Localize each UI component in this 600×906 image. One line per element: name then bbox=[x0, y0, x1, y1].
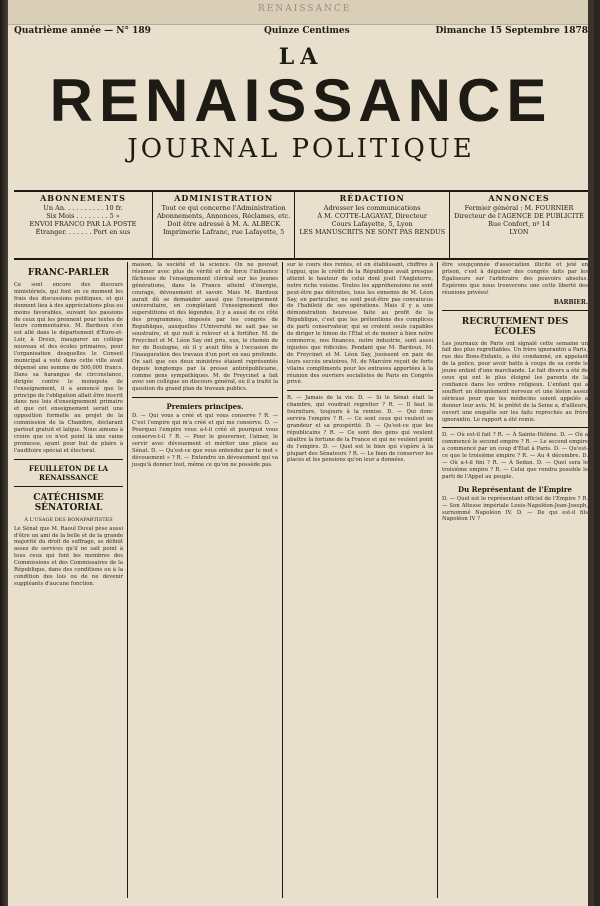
recrutement-body: Les journaux de Paris ont signalé cette semaine un fait des plus regrettables. Un frère ignorantin a Paris, rue des Bons-Enfants, a été condamné, en appelant de la police, pour avoir battu à coups de sa corde le jeune enfant d'une marchande. Le fait divers a été de ceux qui ont le plus éloigné les parents de la confiance dans les ordres religieux. L'enfant qui a souffert un ébranlement nerveux et une lésion assez sérieuse pour que les médecins soient appelés à donner leur avis. M. le préfet de la Seine a, d'ailleurs, ouvert une enquête sur les faits reprochés au frère ignorantin. Le rapport a été remis. bbox=[442, 340, 589, 423]
info-line: Fermier général : M. FOURNIER bbox=[464, 204, 574, 212]
info-line: Un An. . . . . . . . . . 10 fr. bbox=[43, 204, 123, 212]
column-divider bbox=[442, 427, 588, 428]
info-title: ANNONCES bbox=[488, 193, 550, 203]
representant-title: Du Représentant de l'Empire bbox=[458, 484, 572, 494]
info-title: RÉDACTION bbox=[339, 193, 405, 203]
column-3 bbox=[283, 262, 438, 898]
info-abonnements bbox=[14, 192, 153, 258]
newspaper-page bbox=[8, 0, 594, 906]
masthead-name: RENAISSANCE bbox=[49, 67, 553, 134]
info-line: Adresser les communications bbox=[323, 204, 421, 212]
info-line: Étranger. . . . . . . Port en sus bbox=[35, 228, 131, 236]
article-body-col3: sur le cours des rentes, et en établissant, chiffres à l'appui, que le crédit de la République avait presque atteint le hauteur de celui dont jouit l'Angleterre, notre riche voisine. Toutes les appréhensions ne sont peut-être pas détruites, tous les ennemis de M. Léon Say, en particulier, ne sont peut-être pas convaincus de l'habileté de ses opérations. Mais il y a une démonstration heureuse faite au profit de la République, c'est que les prétentions des complices du parti conservateur, qui se croient seuls capables de diriger le timon de l'État et de mener à bien notre commerce, nos finances, notre industrie, sont aussi injustes que ridicules. Pendant que M. Bardoux, M. de Freycinet et M. Léon Say, jouissent en paix de leurs succès oratoires, M. de Marcère reçoit de forts vilains compliments pour les entraves apportées à la réunion des ouvriers socialistes de Paris en Congrès privé. bbox=[287, 262, 434, 386]
feuilleton-subtitle: À L'USAGE DES BONAPARTISTES bbox=[24, 516, 113, 523]
info-line: LES MANUSCRITS NE SONT PAS RENDUS bbox=[299, 228, 446, 236]
representant-body: D. — Quel est le représentant officiel de l'Empire ? R. — Son Altesse impériale Louis-Napoléon-Jean-Joseph, surnommé Napoléon IV. D. — De qui est-il fils Napoléon IV ? bbox=[442, 495, 589, 523]
column-divider bbox=[442, 310, 588, 311]
info-annonces bbox=[450, 192, 588, 258]
price: Quinze Centimes bbox=[264, 26, 350, 36]
info-line: Tout ce qui concerne l'Administration bbox=[161, 204, 286, 212]
info-line: Rue Confort, nº 14 bbox=[488, 220, 550, 228]
previous-page-strip bbox=[8, 0, 594, 25]
column-4 bbox=[438, 262, 588, 898]
article-columns bbox=[14, 262, 588, 898]
article-body-col2: maison, la société et la science. On ne pouvait résumer avec plus de vérité et de force l'influence fâcheuse de l'enseignement clérical sur les jeunes générations, dans le France atteint d'énergie, courage, dévouement et savoir. Mais M. Bardoux aurait dû se demander aussi que l'enseignement universitaire, en complétant l'enseignement des superstitions et des légendes, il y a aussi de ce côté des programmes, imposés par les congrès de Republique, auxquelles l'Université ne sait pas se soustraire, et qui nuit à relever et à fortifier. M. de Freycinet et M. Léon Say ont pris, eux, le chemin de fer de Boulogne, où il y avait fête à l'occasion de l'inauguration des travaux d'un port en eau profonde. On sait que ces deux ministres étaient représentés depuis longtemps par la presse antirépublicaine, comme gens sympathiques. M. de Freycinet a fait avec son collègue un discours général, où il a traité la question du grand plan de travaux publics. bbox=[132, 262, 279, 393]
info-line: Abonnements, Annonces, Réclames, etc. bbox=[156, 212, 291, 220]
article-title-franc-parler: FRANC-PARLER bbox=[27, 268, 110, 278]
info-line: Six Mois . . . . . . . . 5 » bbox=[46, 212, 120, 220]
column-divider bbox=[287, 390, 433, 391]
info-band bbox=[14, 190, 588, 260]
info-line: À M. COTTE-LAGAYAT, Directeur bbox=[317, 212, 427, 220]
masthead-article: LA bbox=[278, 44, 324, 70]
article-body-franc-parler: Ce sont encore des discours ministériels, qui font en ce moment les frais des discussions politiques, et qui donnent lieu à des appréciations plus ou moins favorables, suivant les passions de ceux qui les prennent pour textes de leurs commentaires. M. Bardoux s'en est allé dans le département d'Eure-et-Loir, à Dreux, inaugurer un collège nouveau et des écoles primaires, pour l'organisation desquelles le Conseil municipal a voté dans cette ville avait dépensé une somme de 500,000 francs. Dans sa harangue de circonstance, dirigée contre le monopole de l'enseignement, il a annoncé que le principe de l'obligation allait être inscrit dans nos lois d'enseignement primaire et que cet enseignement serait une opposition formelle au projet de la commission de la Chambre, déclarant partout gratuit et laïque. Nous aimons à croire que ce n'est point là une vaine promesse, ayant pour but de plaire à l'auditoire spécial et électoral. bbox=[14, 282, 124, 454]
issue-number: Quatrième année — N° 189 bbox=[14, 26, 151, 36]
article-body-col4: être soupçonnée d'association illicite et jeté en prison, c'est à déguiser des congrès faits par les Égaliseurs sur l'arbitraire des pouvoirs absolus. Espérons que nous trouverons une cette liberté des réunions privées! bbox=[442, 262, 589, 296]
column-divider bbox=[14, 486, 123, 487]
info-title: ADMINISTRATION bbox=[174, 193, 274, 203]
binding-edge bbox=[0, 0, 8, 906]
info-line: Directeur de l'AGENCE DE PUBLICITÉ bbox=[454, 212, 584, 220]
column-2 bbox=[128, 262, 283, 898]
info-line: Doit être adressé à M. A. ALBECK bbox=[167, 220, 281, 228]
signature: BARBIER. bbox=[553, 298, 589, 306]
info-line: LYON bbox=[509, 228, 529, 236]
info-administration bbox=[153, 192, 295, 258]
page-edge bbox=[588, 0, 594, 906]
masthead-subtitle: JOURNAL POLITIQUE bbox=[127, 134, 475, 164]
feuilleton-body: Le Sénat que M. Raoul Duval pèse aussi d'être un ami de la belle et de la grande majorité du droit de suffrage, se définit assez de services qu'il ne sait point à tous ceux qui font les membres des Commissions et des Commissaires de la République, dans des conditions ou à la condition des lois ou de ne devenir suppléants d'aucune fonction. bbox=[14, 525, 124, 587]
issue-date: Dimanche 15 Septembre 1878 bbox=[435, 26, 588, 36]
masthead bbox=[8, 46, 594, 164]
info-title: ABONNEMENTS bbox=[40, 193, 126, 203]
column-divider bbox=[14, 459, 123, 460]
principes-body: D. — Qui vous a créé et qui vous conserve ? R. — C'est l'empire qui m'a créé et qui me conserve. D. — Pourquoi l'empire vous a-t-il créé et pourquoi vous conserve-t-il ? R. — Pour le gouverner, l'aimer, le servir avec dévouement et mériter une place au Sénat. D. — Qu'est-ce que vous entendez par le mot « dévouement » ? R. — Entendre un dévouement qui va jusqu'à donner tout, même ce qu'on ne possède pas. bbox=[132, 413, 279, 468]
dateline bbox=[14, 26, 588, 40]
info-line: ENVOI FRANCO PAR LA POSTE bbox=[29, 220, 137, 228]
feuilleton-label: FEUILLETON DE LA RENAISSANCE bbox=[28, 463, 109, 482]
info-redaction bbox=[295, 192, 450, 258]
info-line: Imprimerie Lafranc, rue Lafayette, 5 bbox=[163, 228, 285, 236]
dialogue-col3: R. — Jamais de la vie. D. — Si le Sénat était la chambre, qui voudrait regretter ? R. — Il faut le fourniture, toujours à la remise. D. — Qui donc servira l'empire ? R. — Ce sont ceux qui veulent sa grandeur et sa prospérité. D. — Qu'est-ce que les républicains ? R. — Ce sont des gens qui veulent abattre la fortune de la France et qui ne veulent point de l'empire. D. — Quel est le bien qui s'opère à la plupart des Sénateurs ? R. — Le bien de conserver les places et les pensions qu'on leur a données. bbox=[287, 395, 434, 464]
recrutement-title: RECRUTEMENT DES ÉCOLES bbox=[461, 316, 569, 337]
info-line: Cours Lafayette, 5, Lyon bbox=[331, 220, 413, 228]
dialogue-col4: D. — Où est-il fait ? R. — À Sainte-Hélène. D. — Où a commencé le second empire ? R. — Le second empire a commencé par un coup d'État à Paris. D. — Qu'est-ce que le troisième empire ? R. — Au 4 décembre. D. — Où a-t-il fini ? R. — À Sedan. D. — Quel sera le troisième empire ? R. — Celui que rendra possible le parti de l'Appel au peuple. bbox=[442, 432, 589, 480]
feuilleton-title: CATÉCHISME SÉNATORIAL bbox=[33, 492, 104, 513]
principes-title: Premiers principes. bbox=[166, 402, 244, 412]
strip-text: RENAISSANCE bbox=[258, 4, 352, 14]
column-1 bbox=[14, 262, 128, 898]
column-divider bbox=[132, 397, 278, 398]
